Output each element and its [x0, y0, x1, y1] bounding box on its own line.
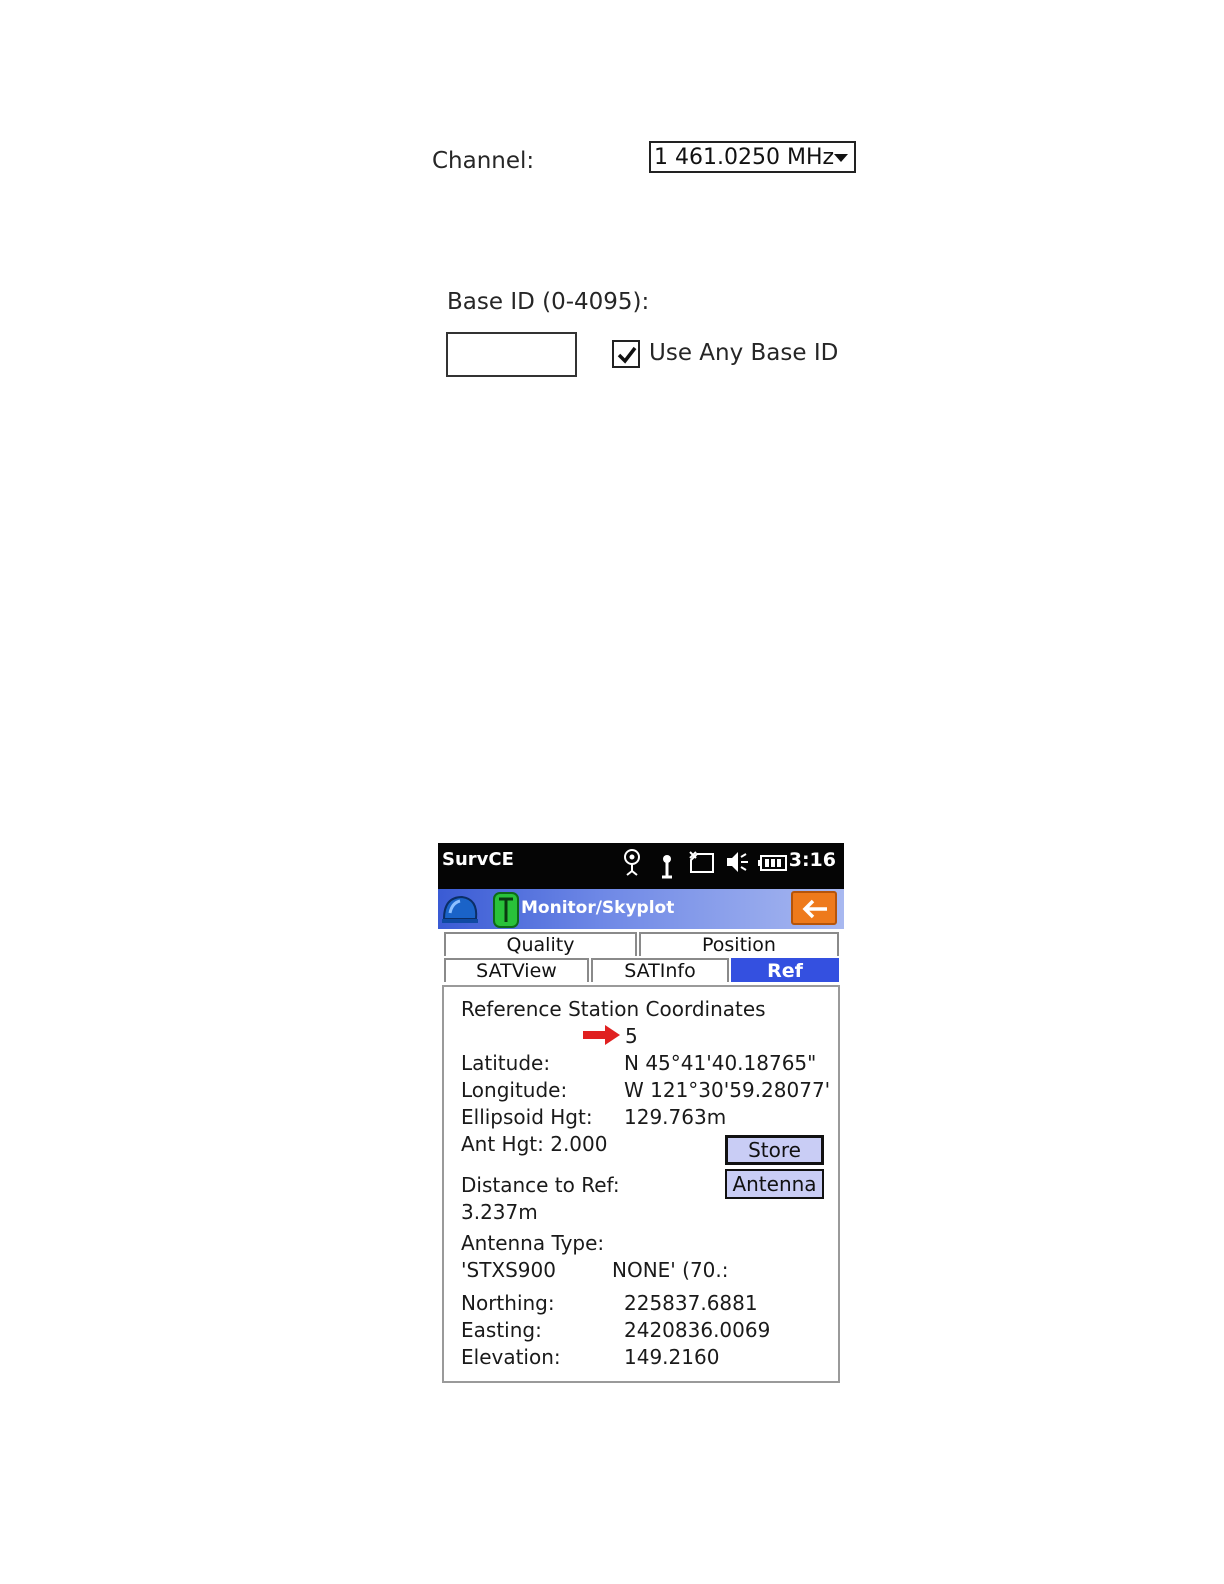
longitude-value: W 121°30'59.28077'	[624, 1078, 831, 1102]
tab-satview[interactable]: SATView	[444, 958, 589, 982]
easting-label: Easting:	[461, 1318, 542, 1342]
status-bar	[438, 843, 844, 889]
tab-ref[interactable]: Ref	[731, 958, 839, 982]
distance-value: 3.237m	[461, 1200, 538, 1224]
app-name: SurvCE	[442, 849, 514, 870]
base-id-input[interactable]	[446, 332, 577, 377]
ellipsoid-value: 129.763m	[624, 1105, 727, 1129]
tab-position[interactable]: Position	[639, 932, 839, 956]
northing-label: Northing:	[461, 1291, 555, 1315]
title-bar	[438, 889, 844, 929]
gps-rover-icon[interactable]	[493, 892, 519, 932]
antenna-icon	[658, 853, 676, 883]
antenna-type-label: Antenna Type:	[461, 1231, 605, 1255]
use-any-base-id-checkbox[interactable]	[612, 340, 640, 368]
tab-quality[interactable]: Quality	[444, 932, 637, 956]
easting-value: 2420836.0069	[624, 1318, 771, 1342]
longitude-label: Longitude:	[461, 1078, 568, 1102]
clock: 3:16	[788, 849, 836, 871]
ref-panel	[442, 985, 840, 1383]
channel-select-value: 1 461.0250 MHz	[654, 145, 835, 170]
helmet-icon[interactable]	[440, 893, 480, 931]
back-button[interactable]	[791, 891, 837, 925]
distance-label: Distance to Ref:	[461, 1173, 620, 1197]
use-any-base-id-label: Use Any Base ID	[649, 340, 839, 366]
latitude-value: N 45°41'40.18765"	[624, 1051, 817, 1075]
no-sim-icon	[688, 851, 716, 879]
arrow-left-icon	[801, 898, 829, 920]
station-id: 5	[625, 1024, 638, 1048]
store-button[interactable]: Store	[725, 1135, 824, 1165]
northing-value: 225837.6881	[624, 1291, 758, 1315]
antenna-type-name: 'STXS900	[461, 1258, 556, 1282]
tab-satinfo[interactable]: SATInfo	[591, 958, 729, 982]
gps-receiver-icon	[622, 849, 642, 883]
ellipsoid-label: Ellipsoid Hgt:	[461, 1105, 593, 1129]
page-title: Monitor/Skyplot	[521, 898, 675, 918]
elevation-value: 149.2160	[624, 1345, 720, 1369]
checkmark-icon	[616, 344, 638, 366]
red-arrow-icon	[583, 1024, 621, 1046]
chevron-down-icon	[834, 154, 848, 162]
antenna-button[interactable]: Antenna	[725, 1169, 824, 1199]
channel-label: Channel:	[432, 148, 535, 174]
latitude-label: Latitude:	[461, 1051, 551, 1075]
ant-hgt: Ant Hgt: 2.000	[461, 1132, 608, 1156]
device-screen	[438, 843, 844, 1386]
antenna-type-rest: NONE' (70.:	[612, 1258, 729, 1282]
base-id-label: Base ID (0-4095):	[447, 289, 650, 315]
elevation-label: Elevation:	[461, 1345, 561, 1369]
channel-select[interactable]	[649, 141, 856, 173]
battery-icon	[758, 854, 788, 876]
speaker-muted-icon	[724, 849, 750, 879]
ref-heading: Reference Station Coordinates	[461, 997, 766, 1021]
